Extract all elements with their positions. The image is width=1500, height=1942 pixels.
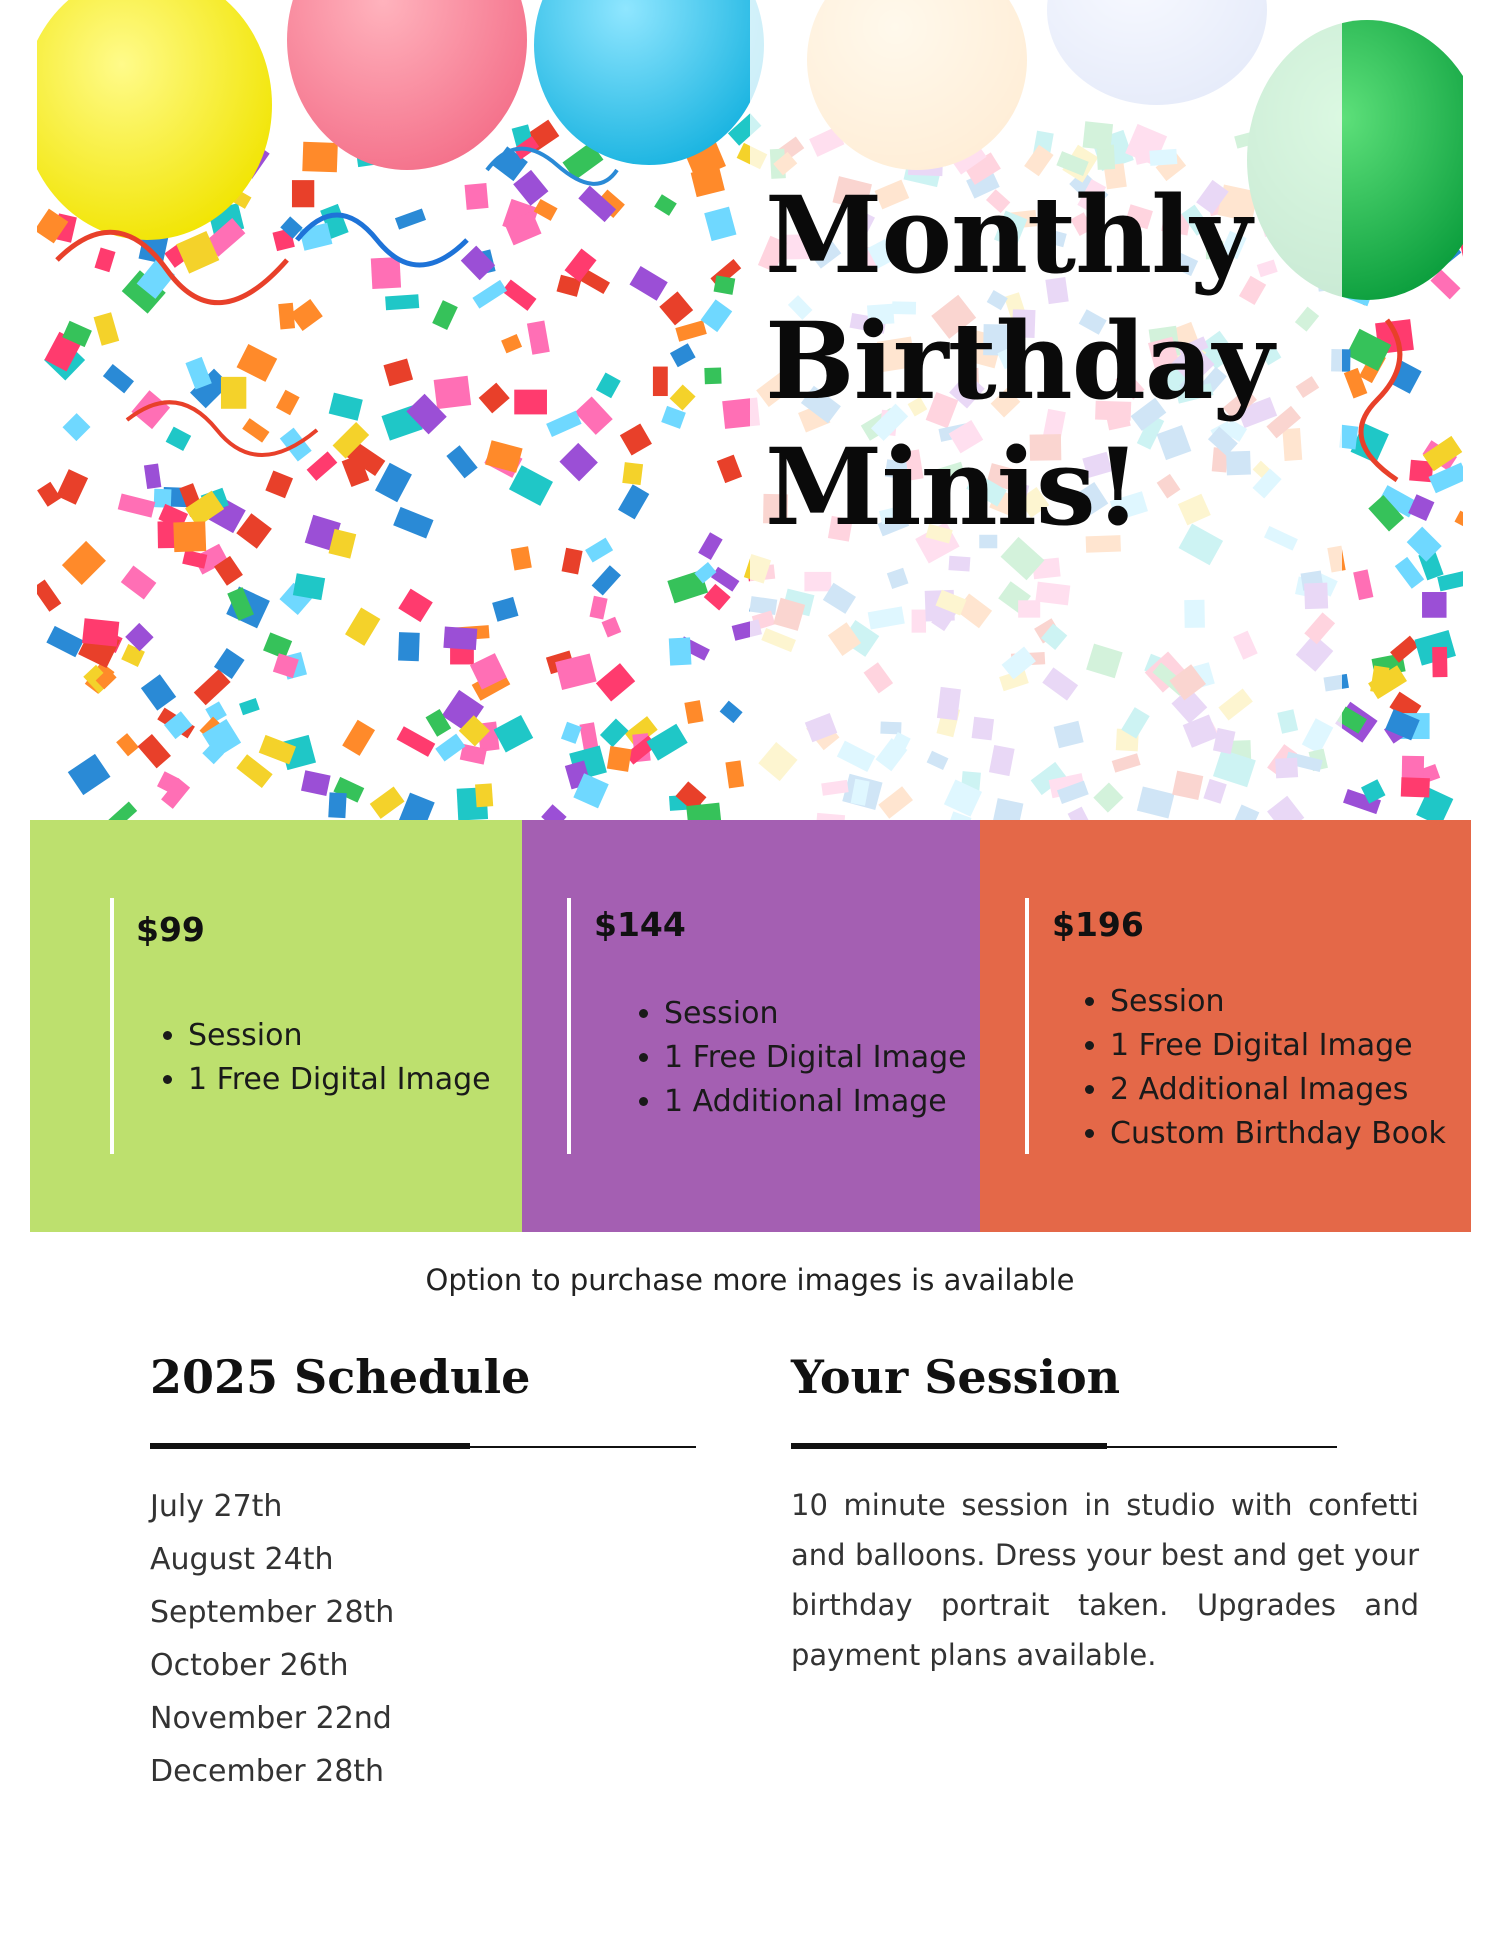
confetti-piece [82, 618, 119, 646]
confetti-piece [714, 275, 736, 295]
confetti-piece [669, 637, 692, 665]
confetti-piece [653, 367, 668, 396]
confetti-piece [1401, 777, 1430, 797]
confetti-piece [328, 792, 346, 818]
tier-divider [567, 898, 571, 1154]
confetti-piece [607, 746, 632, 772]
title-line-1: Monthly [765, 172, 1251, 297]
confetti-piece [704, 367, 721, 384]
schedule-dates [150, 1480, 394, 1798]
feature-item: • 1 Free Digital Image [188, 1058, 491, 1102]
confetti-piece [292, 180, 314, 207]
title-line-3: Minis! [765, 424, 1141, 549]
schedule-date: December 28th [150, 1754, 385, 1789]
confetti-piece [465, 183, 489, 210]
session-underline-accent [791, 1443, 1107, 1449]
schedule-title: 2025 Schedule [150, 1350, 531, 1404]
feature-item: • Session [188, 1014, 491, 1058]
schedule-date: August 24th [150, 1542, 334, 1577]
tier-features [1110, 980, 1446, 1156]
confetti-piece [622, 462, 643, 485]
tier-price: $144 [594, 905, 686, 944]
confetti-piece [173, 521, 206, 552]
confetti-piece [434, 376, 472, 409]
session-description: 10 minute session in studio with confetti and balloons. Dress your best and get your birthday portrait taken. Upgrades and payment plans available. [791, 1488, 1419, 1672]
confetti-piece [1422, 592, 1446, 618]
feature-item: • 1 Free Digital Image [664, 1036, 967, 1080]
confetti-piece [398, 632, 420, 661]
page-title [765, 172, 1273, 550]
confetti-piece [221, 377, 246, 409]
confetti-piece [475, 783, 493, 807]
schedule-underline-accent [150, 1443, 470, 1449]
confetti-piece [278, 303, 295, 330]
feature-item: • 2 Additional Images [1110, 1068, 1446, 1112]
confetti-piece [154, 489, 172, 508]
schedule-date: September 28th [150, 1595, 395, 1630]
tier-price: $196 [1052, 905, 1144, 944]
tier-features [664, 992, 967, 1124]
feature-item: • Custom Birthday Book [1110, 1112, 1446, 1156]
schedule-date: October 26th [150, 1648, 349, 1683]
tier-divider [110, 898, 114, 1154]
confetti-piece [371, 257, 401, 289]
feature-item: • Session [1110, 980, 1446, 1024]
feature-item: • Session [664, 992, 967, 1036]
session-title: Your Session [791, 1350, 1121, 1404]
pricing-tier-premium [980, 820, 1471, 1232]
confetti-piece [385, 294, 419, 310]
confetti-piece [1432, 647, 1447, 677]
feature-item: • 1 Free Digital Image [1110, 1024, 1446, 1068]
confetti-piece [443, 627, 477, 650]
purchase-note: Option to purchase more images is available [425, 1263, 1075, 1297]
pricing-tiers [30, 820, 1471, 1232]
pricing-tier-plus [522, 820, 980, 1232]
schedule-date: July 27th [150, 1489, 283, 1524]
tier-divider [1025, 898, 1029, 1154]
feature-item: • 1 Additional Image [664, 1080, 967, 1124]
confetti-piece [514, 390, 547, 415]
title-line-2: Birthday [765, 298, 1274, 423]
pricing-tier-basic [30, 820, 522, 1232]
tier-features [188, 1014, 491, 1102]
tier-price: $99 [136, 910, 205, 949]
confetti-piece [511, 546, 532, 570]
schedule-date: November 22nd [150, 1701, 392, 1736]
confetti-piece [302, 142, 338, 173]
